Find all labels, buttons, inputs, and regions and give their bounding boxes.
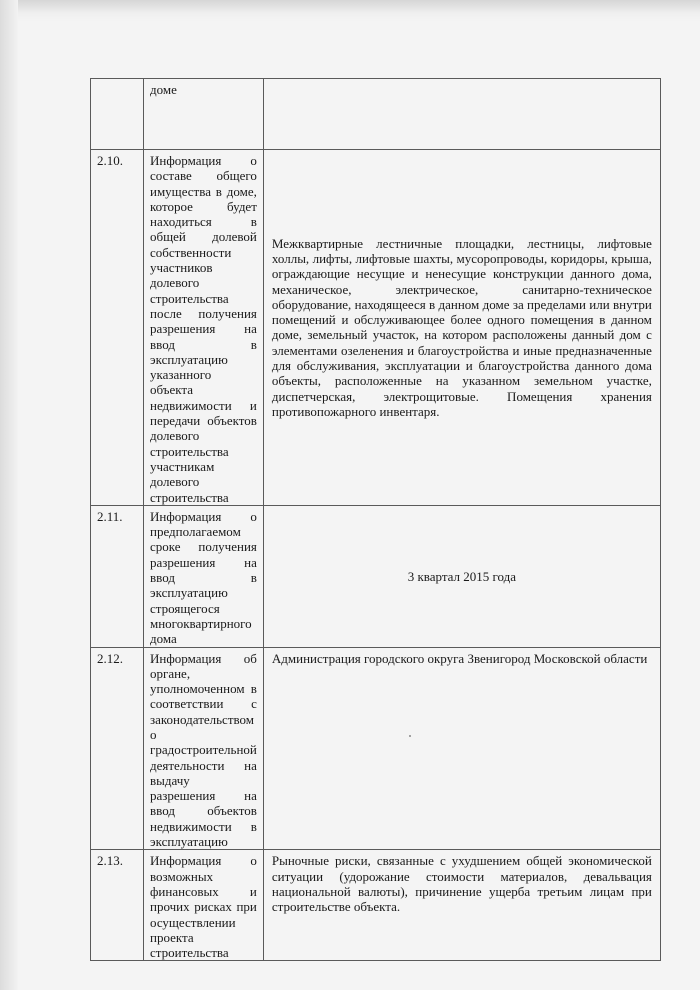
row-label-cell [144,150,264,506]
declaration-table [90,78,661,961]
row-label: Информация о предполагаемом сроке получения разрешения на ввод в эксплуатацию строящегося многоквартирного дома [150,508,257,647]
row-number-cell [91,647,144,850]
row-value-cell [263,850,660,961]
row-value: 3 квартал 2015 года [407,568,517,584]
row-number [91,79,143,82]
row-number: 2.13. [97,853,123,869]
row-value-cell [263,150,660,506]
table-row [91,647,661,850]
row-number: 2.12. [97,650,123,666]
table-row [91,850,661,961]
scan-shadow-left [0,0,18,990]
row-number: 2.10. [97,153,123,168]
row-value: Администрация городского округа Звенигород Московской области [271,650,648,666]
row-value-cell [263,647,660,850]
table-row [91,505,661,647]
row-value: Межквартирные лестничные площадки, лестницы, лифтовые холлы, лифты, лифтовые шахты, мусоропроводы, коридоры, крыша, ограждающие несущие и ненесущие конструкции данного дома, механическое, электрическое, санитарно-техническое оборудование, находящееся в данном доме за пределами или внутри помещений и обслуживающее более одного помещения в данном доме, земельный участок, на котором расположены данный дом с элементами озеленения и благоустройства и иные предназначенные для обслуживания, эксплуатации и благоустройства данного дома объекты, расположенные на указанном земельном участке, диспетчерская, электрощитовые. Помещения хранения противопожарного инвентаря. [271,235,652,419]
row-label: Информация о составе общего имущества в доме, которое будет находиться в общей долевой собственности участников долевого строительства после получения разрешения на ввод в эксплуатацию указанного объекта недвижимости и передачи объектов долевого строительства участникам долевого строительства [150,153,257,505]
row-label-cell [144,850,264,961]
row-label-cell [144,79,264,150]
row-value-cell [263,79,660,150]
row-label: доме [150,82,177,97]
row-number-cell [91,850,144,961]
row-value [264,79,660,82]
row-number-cell [91,505,144,647]
row-number-cell [91,150,144,506]
table-row [91,150,661,506]
row-label: Информация об органе, уполномоченном в соответствии с законодательством о градостроительной деятельности на выдачу разрешения на ввод объектов недвижимости в эксплуатацию [150,650,257,850]
table-row [91,79,661,150]
row-value-cell [263,505,660,647]
scan-shadow-top [0,0,700,22]
scan-speck [409,735,411,737]
row-label-cell [144,505,264,647]
row-number-cell [91,79,144,150]
row-label: Информация о возможных финансовых и прочих рисках при осуществлении проекта строительства [150,853,257,961]
row-label-cell [144,647,264,850]
row-number: 2.11. [97,508,123,524]
row-value: Рыночные риски, связанные с ухудшением общей экономической ситуации (удорожание стоимости материалов, девальвация национальной валюты), причинение ущерба третьим лицам при строительстве объекта. [271,853,652,915]
